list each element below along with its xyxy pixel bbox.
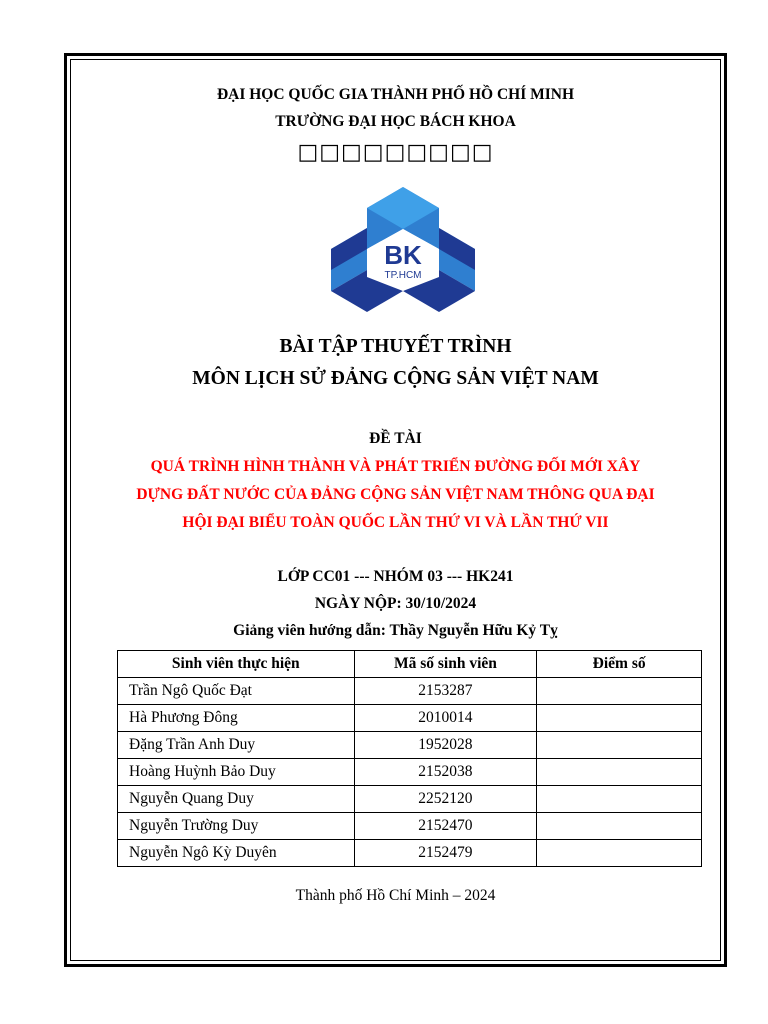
members-table [117, 650, 702, 867]
header-student-id: Mã số sinh viên [354, 651, 537, 678]
table-row [118, 786, 702, 813]
logo-text-sub: TP.HCM [384, 270, 422, 281]
table-row [118, 813, 702, 840]
student-name: Hoàng Huỳnh Bảo Duy [118, 759, 355, 786]
table-row [118, 678, 702, 705]
student-id: 2152479 [354, 840, 537, 867]
student-name: Đặng Trần Anh Duy [118, 732, 355, 759]
footer-place-year: Thành phố Hồ Chí Minh – 2024 [295, 887, 496, 904]
student-score [537, 840, 702, 867]
table-header-row [118, 651, 702, 678]
student-score [537, 705, 702, 732]
student-name: Nguyễn Trường Duy [118, 813, 355, 840]
title-line-1: BÀI TẬP THUYẾT TRÌNH [279, 336, 512, 357]
table-row [118, 840, 702, 867]
student-id: 2252120 [354, 786, 537, 813]
bk-tphcm-logo-icon [331, 187, 475, 312]
instructor-line: Giảng viên hướng dẫn: Thầy Nguyễn Hữu Kỷ Tỵ [233, 622, 558, 639]
student-name: Hà Phương Đông [118, 705, 355, 732]
student-id: 2153287 [354, 678, 537, 705]
table-row [118, 759, 702, 786]
topic-line-2: DỰNG ĐẤT NƯỚC CỦA ĐẢNG CỘNG SẢN VIỆT NAM THÔNG QUA ĐẠI [136, 486, 655, 503]
class-group-line: LỚP CC01 --- NHÓM 03 --- HK241 [277, 568, 514, 585]
student-id: 2152038 [354, 759, 537, 786]
student-id: 1952028 [354, 732, 537, 759]
student-score [537, 732, 702, 759]
student-score [537, 786, 702, 813]
topic-line-3: HỘI ĐẠI BIỂU TOÀN QUỐC LẦN THỨ VI VÀ LẦN THỨ VII [182, 514, 609, 531]
logo-text-main: BK [384, 240, 422, 270]
due-date-line: NGÀY NỘP: 30/10/2024 [314, 595, 477, 612]
title-line-2: MÔN LỊCH SỬ ĐẢNG CỘNG SẢN VIỆT NAM [192, 368, 599, 389]
school-name: TRƯỜNG ĐẠI HỌC BÁCH KHOA [275, 113, 516, 130]
student-score [537, 678, 702, 705]
placeholder-glyphs: □□□□□□□□□ [297, 140, 494, 165]
student-score [537, 813, 702, 840]
header-student: Sinh viên thực hiện [118, 651, 355, 678]
student-name: Nguyễn Ngô Kỳ Duyên [118, 840, 355, 867]
header-score: Điểm số [537, 651, 702, 678]
topic-label: ĐỀ TÀI [369, 430, 422, 447]
table-row [118, 705, 702, 732]
student-name: Nguyễn Quang Duy [118, 786, 355, 813]
university-name: ĐẠI HỌC QUỐC GIA THÀNH PHỐ HỒ CHÍ MINH [216, 86, 575, 103]
student-name: Trần Ngô Quốc Đạt [118, 678, 355, 705]
topic-line-1: QUÁ TRÌNH HÌNH THÀNH VÀ PHÁT TRIỂN ĐƯỜNG ĐỐI MỚI XÂY [150, 458, 641, 475]
table-row [118, 732, 702, 759]
student-id: 2010014 [354, 705, 537, 732]
student-score [537, 759, 702, 786]
student-id: 2152470 [354, 813, 537, 840]
